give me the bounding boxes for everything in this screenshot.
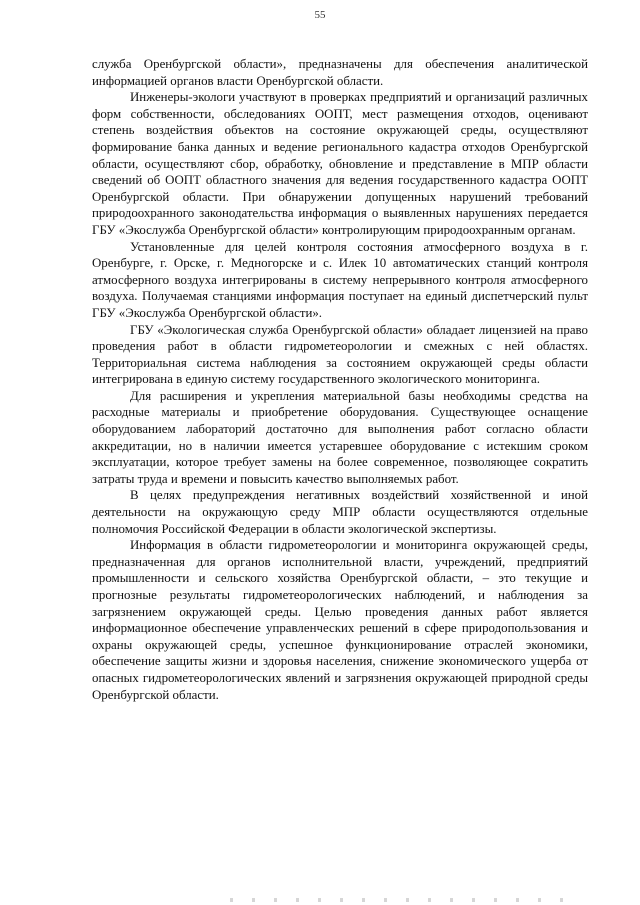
paragraph-hydrometeorology-info: Информация в области гидрометеорологии и мониторинга окружающей среды, предназначенная для органов исполнительной власти, учреждений, предприятий промышленности и сельского хозяйства Оренбургской области, – это текущие и прогнозные результаты гидрометеорологических наблюдений, и наблюдения за загрязнением окружающей среды. Целью проведения данных работ является информационное обеспечение управленческих решений в сфере природопользования и охраны окружающей среды, успешное функционирование отраслей экономики, обеспечение защиты жизни и здоровья населения, снижение экономического ущерба от опасных гидрометеорологических явлений и загрязнения окружающей природной среды Оренбургской области. <box>92 538 588 702</box>
paragraph-ecological-expertise: В целях предупреждения негативных воздействий хозяйственной и иной деятельности на окружающую среду МПР области осуществляются отдельные полномочия Российской Федерации в области экологической экспертизы. <box>92 488 588 536</box>
paragraph-air-monitoring-stations: Установленные для целей контроля состояния атмосферного воздуха в г. Оренбурге, г. Орске, г. Медногорске и с. Илек 10 автоматических станций контроля атмосферного воздуха интегрированы в систему непрерывного контроля атмосферного воздуха. Получаемая станциями информация поступает на единый диспетчерский пульт ГБУ «Экослужба Оренбургской области». <box>92 239 588 320</box>
body-text <box>92 56 588 703</box>
scan-artifact-marks <box>230 898 570 902</box>
paragraph-material-base: Для расширения и укрепления материальной базы необходимы средства на расходные материалы и приобретение оборудования. Существующее оснащение оборудованием лабораторий достаточно для выполнения работ согласно области аккредитации, но в наличии имеется устаревшее оборудование с истекшим сроком эксплуатации, которое требует замены на более современное, позволяющее сократить затраты труда и времени и повысить качество выполняемых работ. <box>92 388 588 486</box>
paragraph-license: ГБУ «Экологическая служба Оренбургской области» обладает лицензией на право проведения работ в области гидрометеорологии и смежных с ней областях. Территориальная система наблюдения за состоянием окружающей среды области интегрирована в единую систему государственного экологического мониторинга. <box>92 322 588 387</box>
paragraph-engineers-ecologists: Инженеры-экологи участвуют в проверках предприятий и организаций различных форм собственности, обследованиях ООПТ, мест размещения отходов, оценивают степень воздействия объектов на состояние окружающей среды, осуществляют формирование банка данных и ведение регионального кадастра отходов Оренбургской области, осуществляют сбор, обработку, обновление и представление в МПР области сведений об ООПТ областного значения для ведения государственного кадастра ООПТ Оренбургской области. При обнаружении допущенных нарушений требований природоохранного законодательства информация о выявленных нарушениях передается ГБУ «Экослужба Оренбургской области» контролирующим природоохранным органам. <box>92 90 588 237</box>
paragraph-continuation: служба Оренбургской области», предназначены для обеспечения аналитической информацией органов власти Оренбургской области. <box>92 57 588 88</box>
page-number: 55 <box>314 9 326 21</box>
